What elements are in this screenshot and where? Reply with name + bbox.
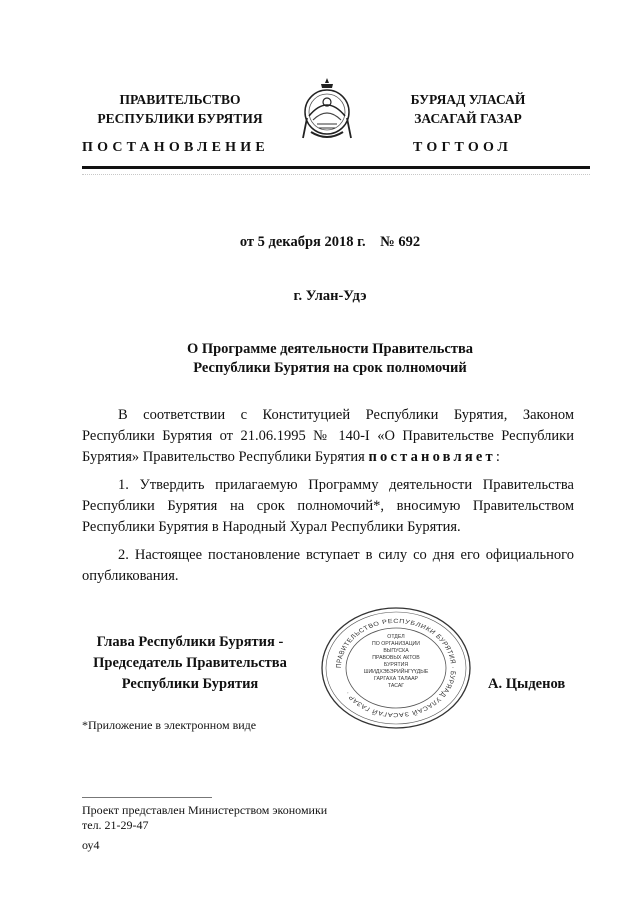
header-left-line1: ПРАВИТЕЛЬСТВО xyxy=(119,92,241,107)
signatory-title-line2: Председатель Правительства xyxy=(93,655,287,671)
footer-line1: Проект представлен Министерством экономики xyxy=(82,803,328,817)
signatory-title-line3: Республики Бурятия xyxy=(121,676,259,692)
stamp-line8: ТАСАГ xyxy=(387,683,405,689)
stamp-line7: ГАРГАХА ТАЛААР xyxy=(373,676,419,682)
stamp-line6: ШИИДХЭБЭРИЙНГҮҮДЫЕ xyxy=(363,669,429,675)
header-right-line2: ЗАСАГАЙ ГАЗАР xyxy=(414,111,522,126)
item-2-paragraph xyxy=(82,545,574,587)
item-1-paragraph xyxy=(82,475,574,538)
title-line2: Республики Бурятия на срок полномочий xyxy=(193,360,467,376)
header-left xyxy=(80,90,280,128)
footer-divider xyxy=(82,797,212,798)
footer-line3: оу4 xyxy=(82,838,100,852)
stamp-line5: БУРЯТИЯ xyxy=(383,662,409,668)
decree-colon: : xyxy=(495,449,500,465)
header-divider xyxy=(82,166,590,169)
signatory-name: А. Цыденов xyxy=(488,676,566,692)
header-right-line1: БУРЯАД УЛАСАЙ xyxy=(410,92,526,107)
stamp-line3: ВЫПУСКА xyxy=(383,648,409,654)
doc-type-left: ПОСТАНОВЛЕНИЕ xyxy=(82,140,269,155)
title-line1: О Программе деятельности Правительства xyxy=(186,341,474,357)
footnote: *Приложение в электронном виде xyxy=(82,718,257,732)
doc-type-right: ТОГТООЛ xyxy=(413,140,513,155)
preamble-paragraph xyxy=(82,405,574,468)
decree-word: постановляет xyxy=(368,449,496,465)
stamp-line2: ПО ОРГАНИЗАЦИИ xyxy=(372,641,420,647)
header-left-line2: РЕСПУБЛИКИ БУРЯТИЯ xyxy=(97,111,263,126)
stamp-line4: ПРАВОВЫХ АКТОВ xyxy=(372,655,420,661)
header-right xyxy=(368,90,568,128)
official-stamp xyxy=(318,606,474,730)
stamp-ring-text: ПРАВИТЕЛЬСТВО РЕСПУБЛИКИ БУРЯТИЯ · БУРЯАД УЛАСАЙ ЗАСАГАЙ ГАЗАР · xyxy=(335,618,457,718)
footer xyxy=(82,803,327,853)
signatory-title xyxy=(70,632,310,695)
header-dotted-line xyxy=(82,174,590,175)
item-2-text: 2. Настоящее постановление вступает в силу со дня его официального опубликования. xyxy=(82,547,574,584)
date-number: от 5 декабря 2018 г. № 692 xyxy=(239,234,421,250)
document-title xyxy=(60,340,600,378)
item-1-text: 1. Утвердить прилагаемую Программу деятельности Правительства Республики Бурятия на срок полномочий*, вносимую Правительством Республики Бурятия в Народный Хурал Республики Бурятия. xyxy=(82,477,574,535)
stamp-line1: ОТДЕЛ xyxy=(387,634,405,640)
preamble-text: В соответствии с Конституцией Республики Бурятия, Законом Республики Бурятия от 21.06.1995 № 140-I «О Правительстве Республики Бурятия» Правительство Республики Бурятия xyxy=(82,407,574,465)
footer-line2: тел. 21-29-47 xyxy=(82,818,149,832)
city: г. Улан-Удэ xyxy=(293,288,367,304)
signatory-title-line1: Глава Республики Бурятия - xyxy=(96,634,284,650)
coat-of-arms-icon xyxy=(299,76,355,144)
